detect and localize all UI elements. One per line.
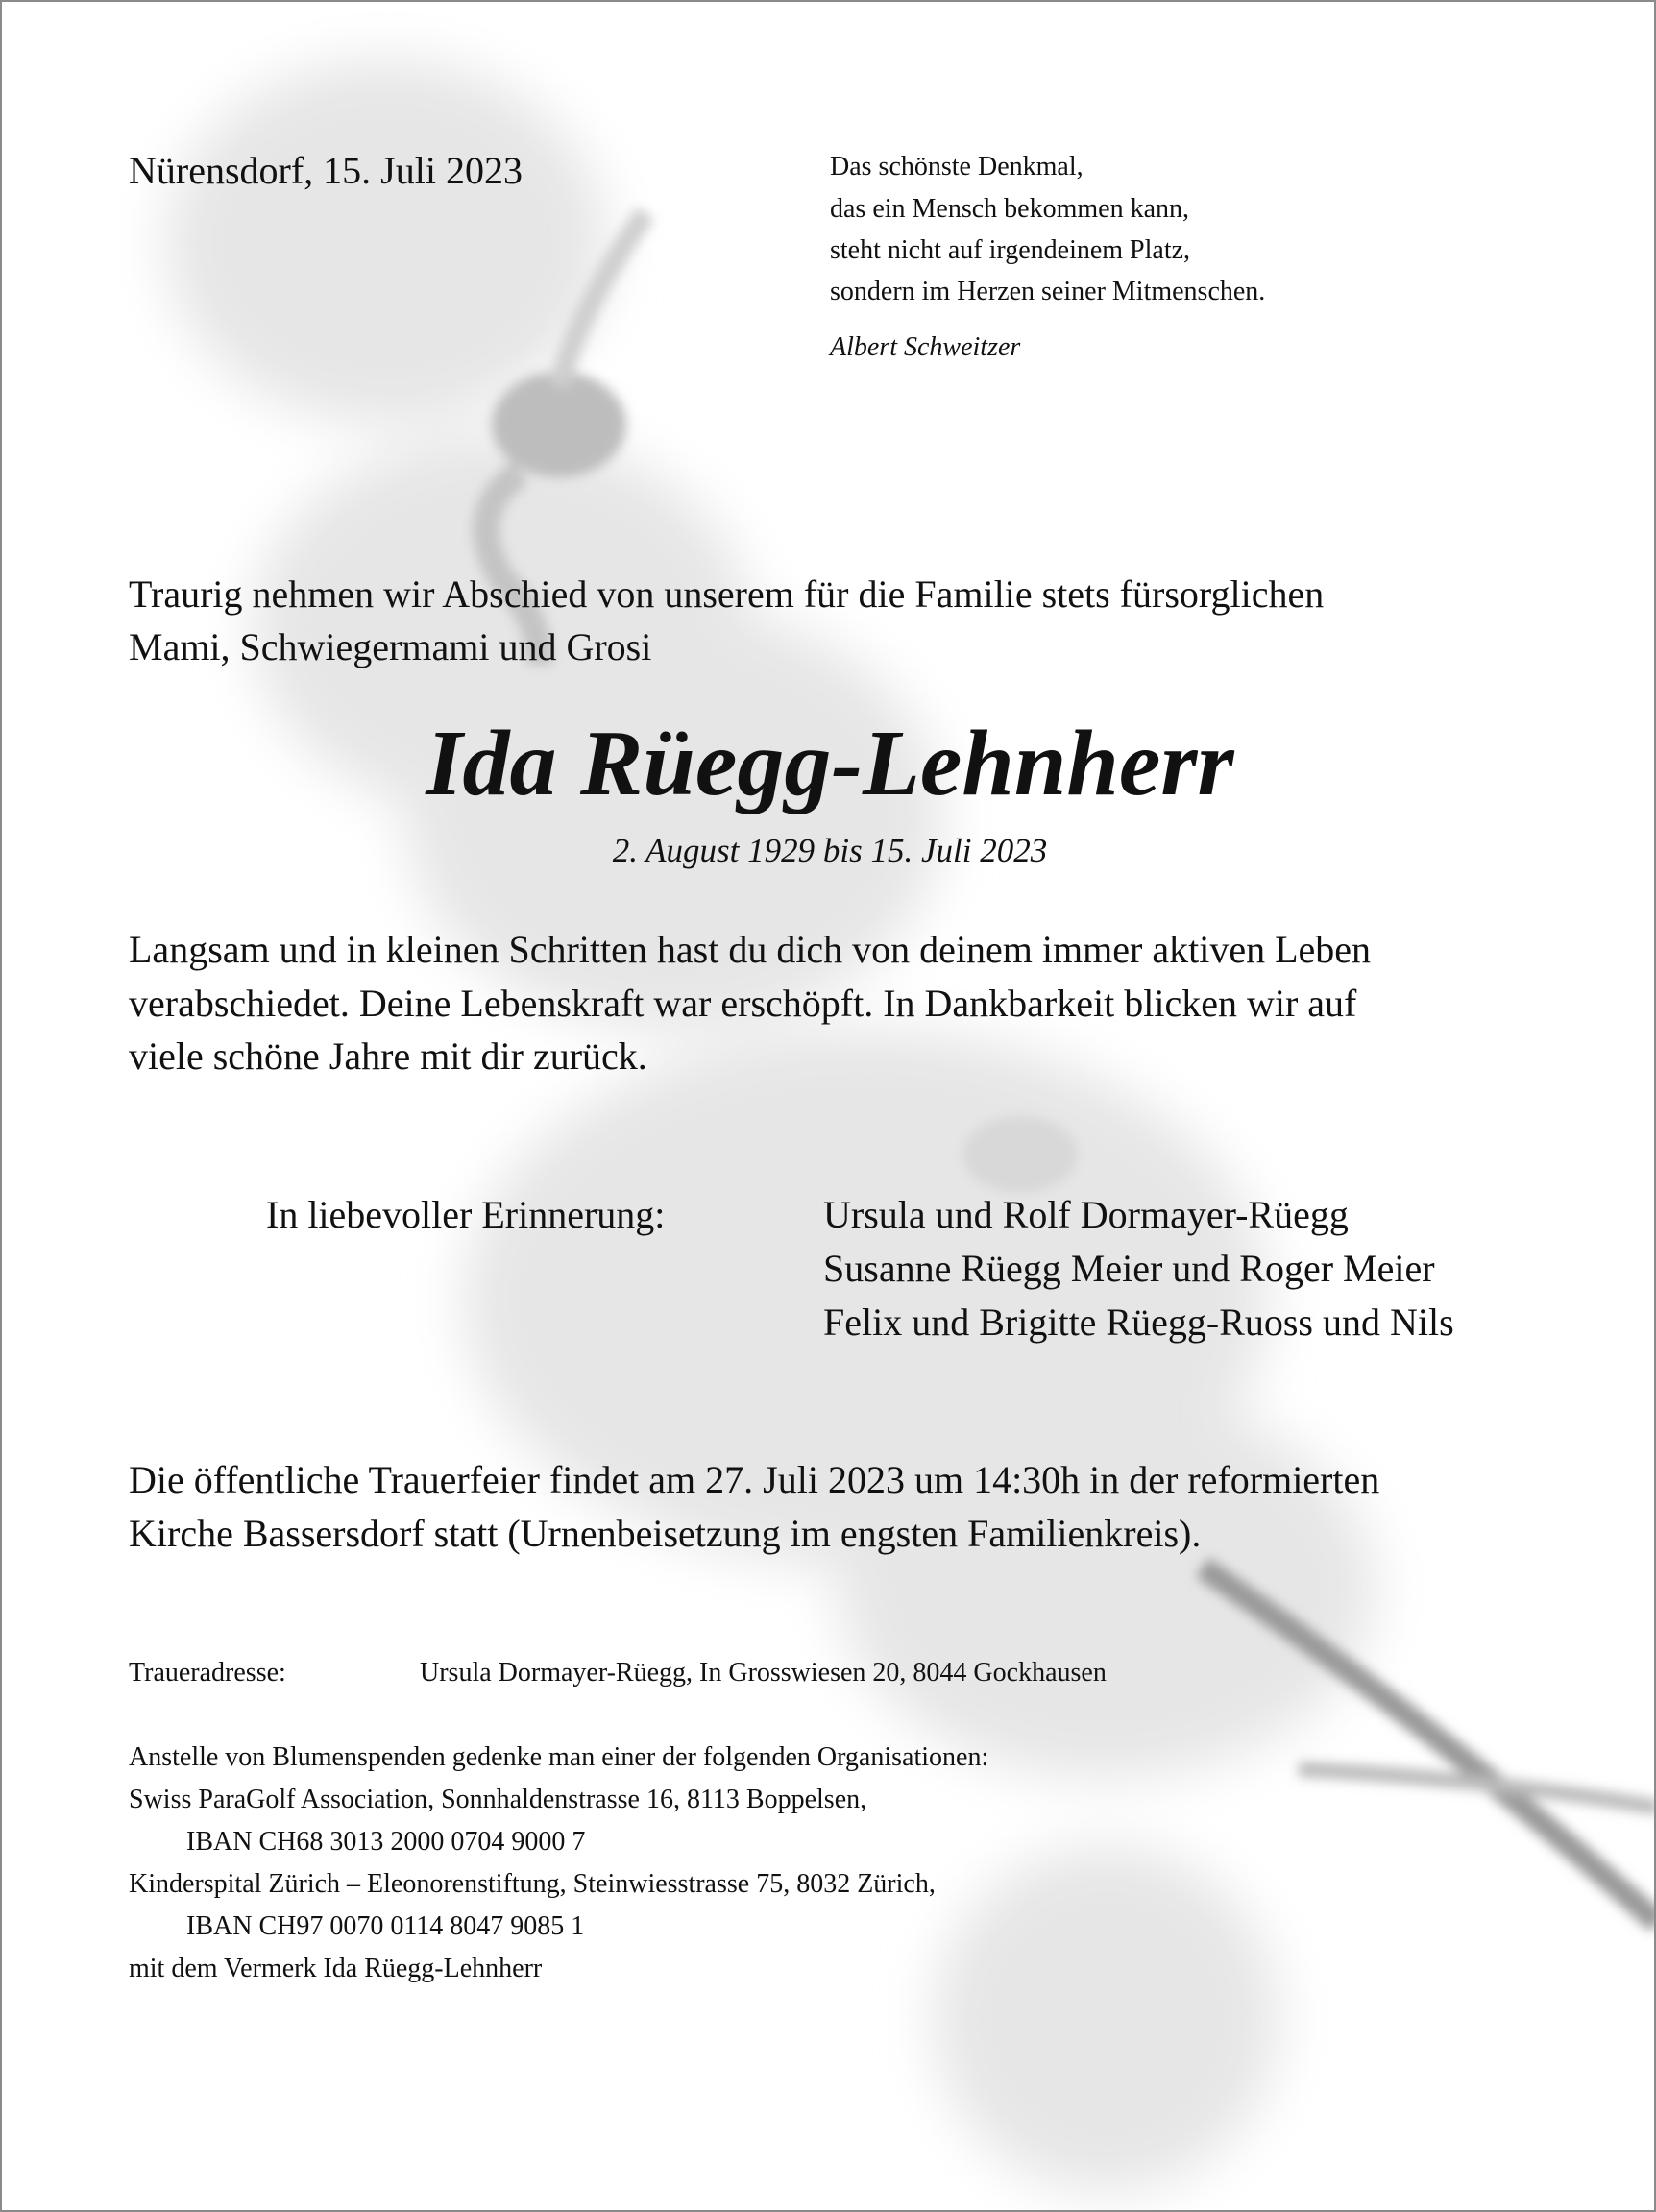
mourner-name: Ursula und Rolf Dormayer-Rüegg — [823, 1193, 1349, 1236]
tribute-line: verabschiedet. Deine Lebenskraft war erschöpft. In Dankbarkeit blicken wir auf — [129, 982, 1357, 1025]
quote-author: Albert Schweitzer — [830, 332, 1021, 362]
tribute-line: Langsam und in kleinen Schritten hast du dich von deinem immer aktiven Leben — [129, 928, 1372, 971]
ceremony-line: Kirche Bassersdorf statt (Urnenbeisetzung im engsten Familienkreis). — [129, 1512, 1202, 1555]
tribute-line: viele schöne Jahre mit dir zurück. — [129, 1034, 647, 1078]
donation-org: Swiss ParaGolf Association, Sonnhaldenstrasse 16, 8113 Boppelsen, — [129, 1785, 867, 1814]
mourner-name: Felix und Brigitte Rüegg-Ruoss und Nils — [823, 1300, 1454, 1344]
intro-line: Traurig nehmen wir Abschied von unserem für die Familie stets fürsorglichen — [129, 572, 1325, 616]
donations-intro: Anstelle von Blumenspenden gedenke man einer der folgenden Organisationen: — [129, 1742, 989, 1772]
deceased-name: Ida Rüegg-Lehnherr — [426, 712, 1234, 815]
deceased-dates: 2. August 1929 bis 15. Juli 2023 — [612, 832, 1048, 869]
address-label: Traueradresse: — [129, 1658, 286, 1688]
mourners-label: In liebevoller Erinnerung: — [266, 1193, 666, 1236]
quote-line: steht nicht auf irgendeinem Platz, — [830, 235, 1191, 265]
quote-line: sondern im Herzen seiner Mitmenschen. — [830, 277, 1266, 306]
donation-iban: IBAN CH68 3013 2000 0704 9000 7 — [186, 1827, 586, 1857]
quote-line: das ein Mensch bekommen kann, — [830, 194, 1190, 224]
ceremony-line: Die öffentliche Trauerfeier findet am 27. Juli 2023 um 14:30h in der reformierten — [129, 1458, 1380, 1501]
donation-note: mit dem Vermerk Ida Rüegg-Lehnherr — [129, 1954, 543, 1983]
place-date: Nürensdorf, 15. Juli 2023 — [129, 149, 523, 192]
donation-org: Kinderspital Zürich – Eleonorenstiftung, Steinwiesstrasse 75, 8032 Zürich, — [129, 1869, 936, 1899]
intro-line: Mami, Schwiegermami und Grosi — [129, 625, 652, 668]
address-value: Ursula Dormayer-Rüegg, In Grosswiesen 20, 8044 Gockhausen — [420, 1658, 1107, 1688]
mourner-name: Susanne Rüegg Meier und Roger Meier — [823, 1247, 1435, 1290]
donation-iban: IBAN CH97 0070 0114 8047 9085 1 — [186, 1911, 585, 1941]
quote-line: Das schönste Denkmal, — [830, 152, 1084, 182]
